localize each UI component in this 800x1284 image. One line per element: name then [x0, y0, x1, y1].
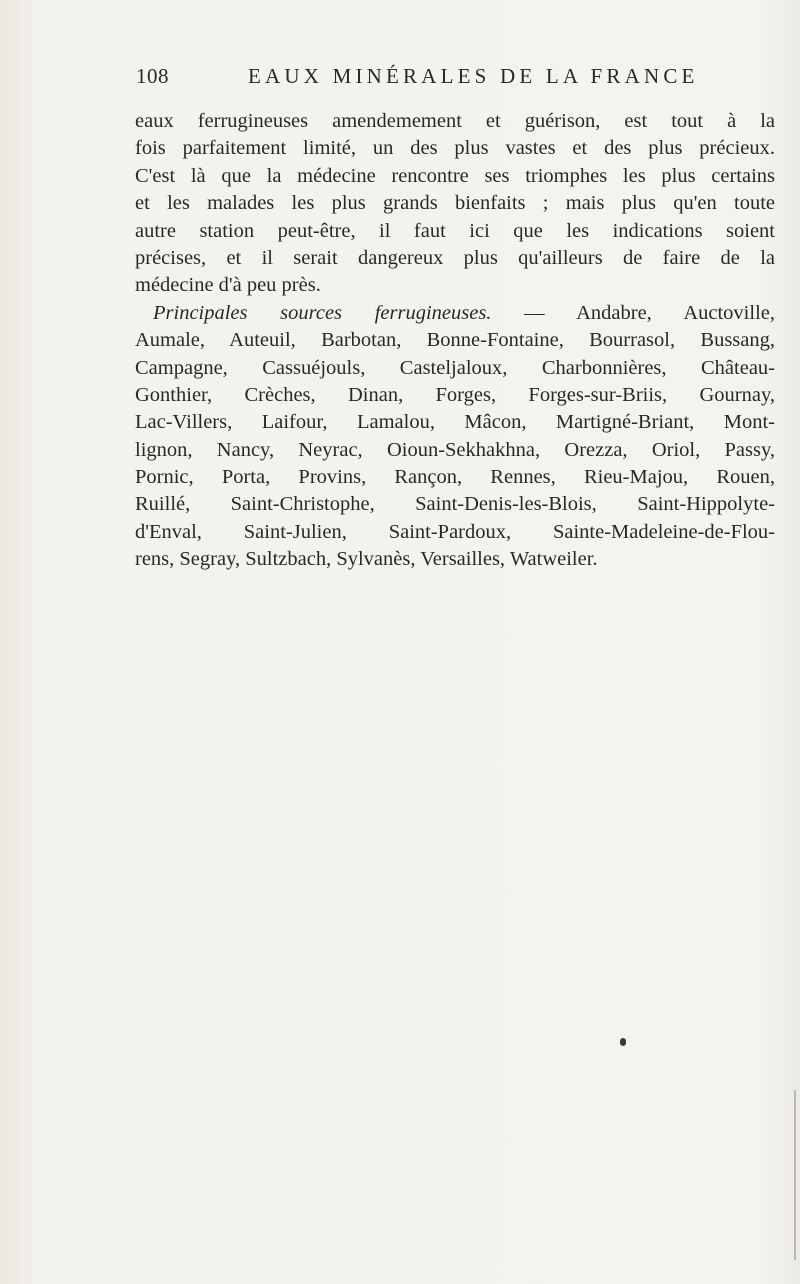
text-line: autre station peut-être, il faut ici que les indications soient [135, 219, 775, 242]
text-line: lignon, Nancy, Neyrac, Oioun-Sekhakhna, Orezza, Oriol, Passy, [135, 438, 775, 461]
text-line: Lac-Villers, Laifour, Lamalou, Mâcon, Martigné-Briant, Mont- [135, 411, 775, 434]
page-number: 108 [136, 64, 169, 88]
text-line: d'Enval, Saint-Julien, Saint-Pardoux, Sainte-Madeleine-de-Flou- [135, 520, 775, 543]
text-line: Pornic, Porta, Provins, Rançon, Rennes, Rieu-Majou, Rouen, [135, 466, 775, 489]
running-title: EAUX MINÉRALES DE LA FRANCE [248, 64, 699, 88]
text-line: Ruillé, Saint-Christophe, Saint-Denis-les-Blois, Saint-Hippolyte- [135, 493, 775, 516]
text-line: Gonthier, Crèches, Dinan, Forges, Forges-sur-Briis, Gournay, [135, 383, 775, 406]
text-line: précises, et il serait dangereux plus qu'ailleurs de faire de la [135, 246, 775, 269]
text-line: médecine d'à peu près. [135, 274, 321, 297]
page-header [136, 64, 776, 94]
section-heading: Principales sources ferrugineuses. [153, 301, 492, 324]
section-first-line [135, 300, 775, 327]
text-line: fois parfaitement limité, un des plus vastes et des plus précieux. [135, 137, 775, 160]
text-line: et les malades les plus grands bienfaits ; mais plus qu'en toute [135, 192, 775, 215]
body-text [135, 108, 775, 574]
section-first-line-text: — Andabre, Auctoville, [491, 301, 775, 324]
ink-speck [620, 1038, 626, 1046]
text-line: C'est là que la médecine rencontre ses triomphes les plus certains [135, 164, 775, 187]
text-line: rens, Segray, Sultzbach, Sylvanès, Versailles, Watweiler. [135, 548, 598, 571]
margin-edge-mark [794, 1090, 796, 1260]
text-line: Aumale, Auteuil, Barbotan, Bonne-Fontaine, Bourrasol, Bussang, [135, 329, 775, 352]
text-line: eaux ferrugineuses amendemement et guérison, est tout à la [135, 110, 775, 132]
text-line: Campagne, Cassuéjouls, Casteljaloux, Charbonnières, Château- [135, 356, 775, 379]
